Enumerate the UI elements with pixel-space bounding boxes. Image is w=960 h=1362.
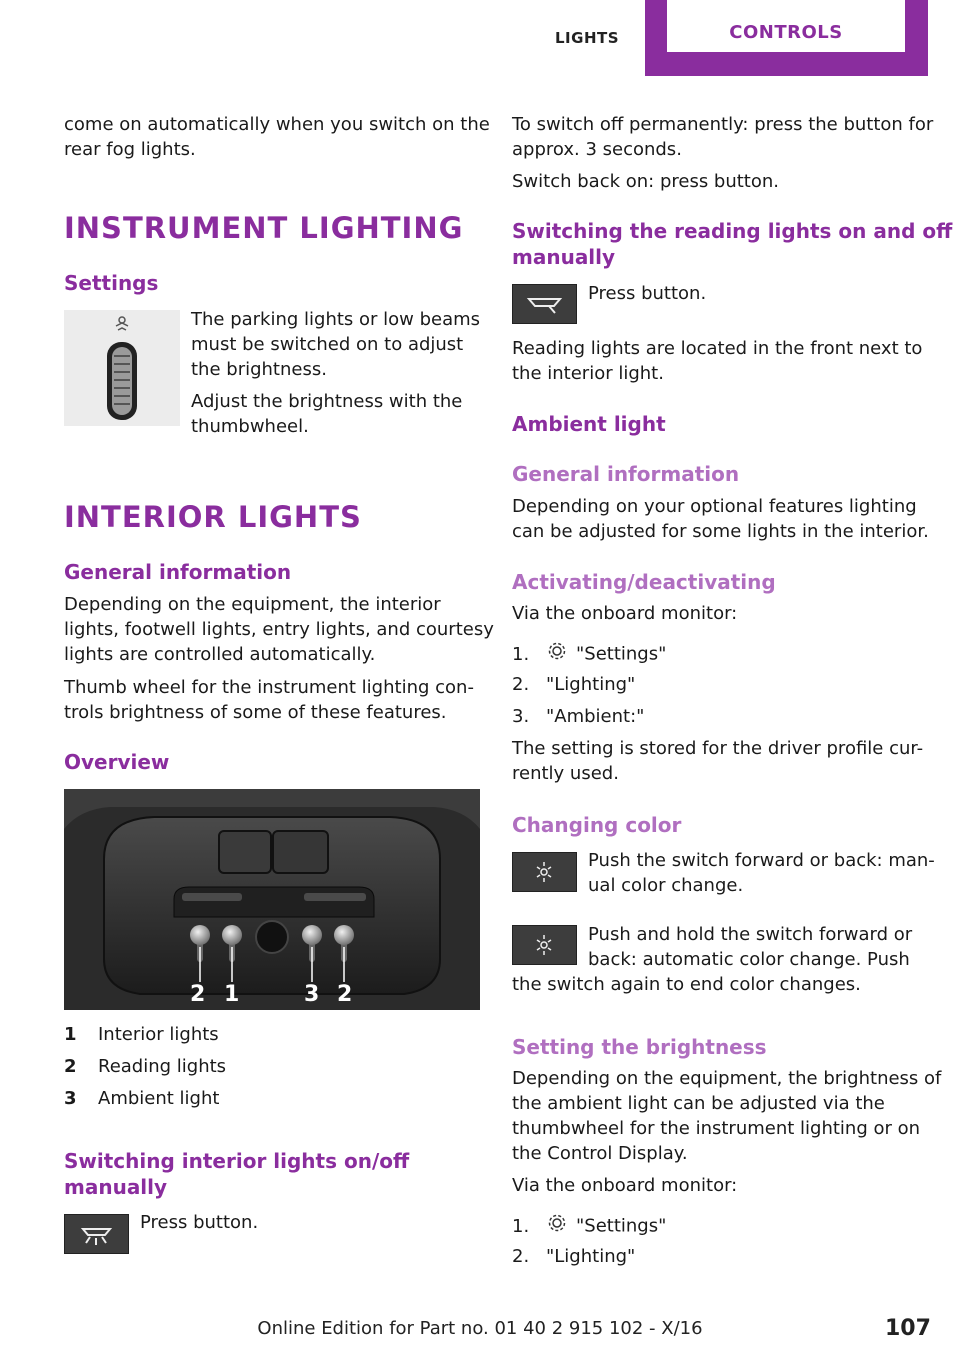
overview-heading: Overview [64,750,170,774]
callout-label: 1 [224,982,240,1007]
step-text: "Lighting" [546,674,636,695]
legend-number: 3 [64,1088,77,1109]
adjust-text-line-2: thumbwheel. [191,416,309,437]
interior-press-button-text: Press button. [140,1212,259,1233]
general-text-line-1: Depending on the equipment, the interior [64,594,441,615]
footer-edition: Online Edition for Part no. 01 40 2 915 102 - X/16 [257,1318,703,1339]
legend-text: Reading lights [98,1056,227,1077]
settings-text [191,307,480,382]
thumbwheel-icon [64,310,180,426]
header-chapter-label: CONTROLS [729,22,843,43]
overview-legend [64,1022,464,1118]
callout-label: 2 [190,982,206,1007]
activation-steps-list [512,640,932,736]
brightness-line-1: Depending on the equipment, the brightness of [512,1068,942,1089]
thumbwheel-text [64,675,474,725]
switching-heading-line-1: Switching interior lights on/off [64,1149,410,1173]
ambient-switch-icon [512,925,577,965]
auto-change-line-1: Push and hold the switch forward or [588,924,913,945]
brightness-text [512,1066,941,1166]
reading-location-line-1: Reading lights are located in the front next to [512,338,923,359]
auto-color-change-text-b: the switch again to end color changes. [512,974,861,995]
step-number: 2. [512,674,530,695]
auto-color-change-text-a [588,922,912,972]
brightness-line-2: the ambient light can be adjusted via the [512,1093,885,1114]
adjust-text-line-1: Adjust the brightness with the [191,391,463,412]
list-item [512,1244,932,1276]
settings-text-line-3: the brightness. [191,359,327,380]
general-text-line-3: lights are controlled automatically. [64,644,376,665]
header-section-label: LIGHTS [555,29,620,47]
list-item [512,704,932,736]
stored-line-1: The setting is stored for the driver profile cur- [512,738,924,759]
stored-line-2: rently used. [512,763,619,784]
step-text: "Settings" [576,643,667,665]
adjust-text [191,389,462,439]
gear-icon [546,1212,576,1241]
header-chapter-tab [645,0,928,76]
setting-brightness-heading: Setting the brightness [512,1035,767,1059]
settings-text-line-2: must be switched on to adjust [191,334,464,355]
intro-paragraph [64,112,490,162]
instrument-lighting-heading: INSTRUMENT LIGHTING [64,211,464,245]
step-number: 3. [512,706,530,727]
switching-heading-line-2: manually [64,1175,168,1199]
manual-change-line-1: Push the switch forward or back: man- [588,850,935,871]
intro-line-2: rear fog lights. [64,139,196,160]
ambient-general-text [512,494,929,544]
step-number: 1. [512,643,530,665]
interior-light-button-icon [64,1214,129,1254]
reading-light-button-icon [512,284,577,324]
step-text: "Settings" [576,1215,667,1237]
reading-location-line-2: the interior light. [512,363,664,384]
callout-label: 2 [337,982,353,1007]
header-chapter-tab-inner [667,0,905,52]
reading-press-button-text: Press button. [588,283,707,304]
manual-color-change-text [588,848,935,898]
reading-heading-line-1: Switching the reading lights on and off [512,219,953,243]
step-number: 2. [512,1246,530,1267]
settings-heading: Settings [64,271,159,295]
legend-number: 2 [64,1056,77,1077]
intro-line-1: come on automatically when you switch on the [64,114,490,135]
settings-text-line-1: The parking lights or low beams [191,309,481,330]
switch-off-text [512,112,933,162]
ambient-general-line-2: can be adjusted for some lights in the interior. [512,521,929,542]
ambient-general-heading: General information [512,462,740,486]
general-text-line-2: lights, footwell lights, entry lights, and courtesy [64,619,494,640]
ambient-light-heading: Ambient light [512,412,666,436]
brightness-line-4: the Control Display. [512,1143,688,1164]
legend-number: 1 [64,1024,77,1045]
stored-setting-text [512,736,923,786]
legend-text: Ambient light [98,1088,220,1109]
legend-item [64,1022,464,1054]
overhead-console-image [64,789,480,1010]
step-text: "Ambient:" [546,706,645,727]
reading-heading-line-2: manually [512,245,616,269]
legend-item [64,1054,464,1086]
ambient-switch-icon [512,852,577,892]
brightness-steps-list [512,1212,932,1276]
general-information-text [64,592,494,667]
activating-heading: Activating/deactivating [512,570,776,594]
callout-label: 3 [304,982,320,1007]
switch-off-line-2: approx. 3 seconds. [512,139,682,160]
legend-text: Interior lights [98,1024,219,1045]
switching-interior-lights-heading [64,1148,409,1200]
page-number: 107 [885,1316,931,1341]
switch-off-line-1: To switch off permanently: press the button for [512,114,934,135]
interior-lights-heading: INTERIOR LIGHTS [64,500,362,534]
via-onboard-monitor-text: Via the onboard monitor: [512,603,738,624]
general-information-heading: General information [64,560,292,584]
changing-color-heading: Changing color [512,813,682,837]
manual-change-line-2: ual color change. [588,875,744,896]
reading-lights-heading [512,218,952,270]
switch-on-text: Switch back on: press button. [512,171,780,192]
thumb-text-line-2: trols brightness of some of these features. [64,702,447,723]
via-onboard-monitor-text-2: Via the onboard monitor: [512,1175,738,1196]
step-text: "Lighting" [546,1246,636,1267]
list-item [512,640,932,672]
ambient-general-line-1: Depending on your optional features lighting [512,496,917,517]
step-number: 1. [512,1215,530,1237]
legend-item [64,1086,464,1118]
reading-location-text [512,336,922,386]
auto-change-line-2: back: automatic color change. Push [588,949,910,970]
brightness-line-3: thumbwheel for the instrument lighting or on [512,1118,921,1139]
list-item [512,672,932,704]
gear-icon [546,640,576,669]
thumb-text-line-1: Thumb wheel for the instrument lighting con- [64,677,474,698]
list-item [512,1212,932,1244]
